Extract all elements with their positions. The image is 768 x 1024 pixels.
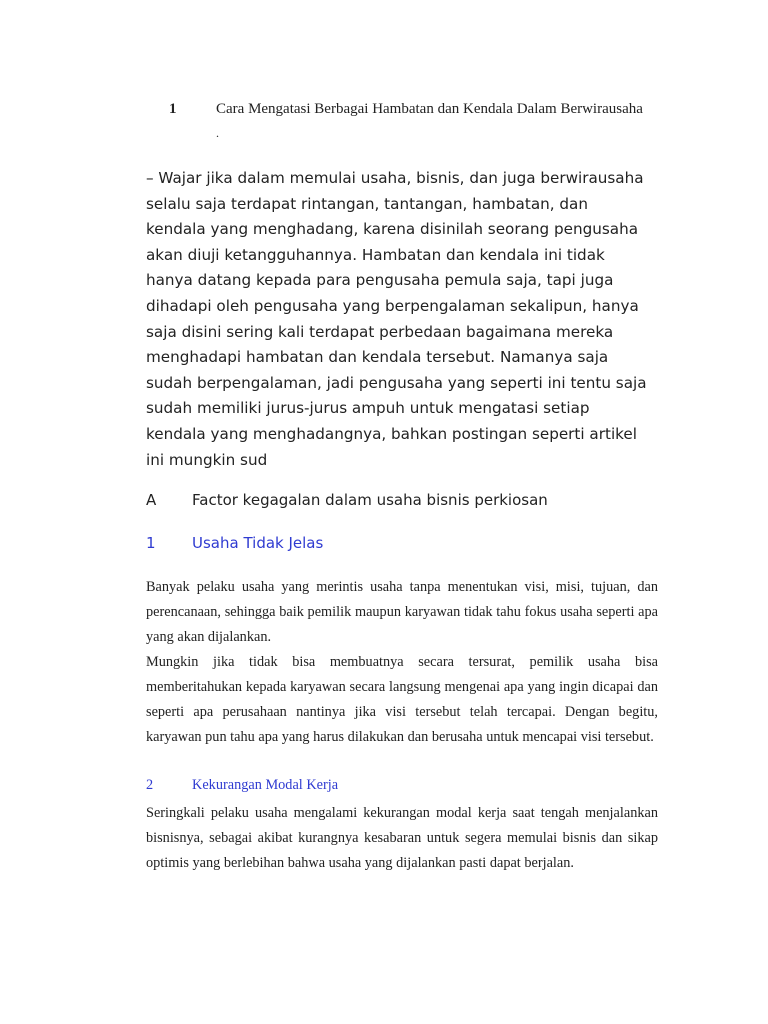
paragraph-3: Seringkali pelaku usaha mengalami kekurangan modal kerja saat tengah menjalankan bisnisnya, sebagai akibat kurangnya kesabaran untuk segera memulai bisnis dan sikap optimis yang berlebihan bahwa usaha yang dijalankan pasti dapat berjalan. bbox=[146, 805, 658, 872]
heading-title: Cara Mengatasi Berbagai Hambatan dan Kendala Dalam Berwirausaha bbox=[216, 101, 643, 117]
intro-line: ini mungkin sud bbox=[146, 450, 268, 469]
intro-line: kendala yang menghadang, karena disinilah seorang pengusaha bbox=[146, 220, 639, 239]
subsection-2-title: Kekurangan Modal Kerja bbox=[192, 777, 339, 793]
intro-line: kendala yang menghadangnya, bahkan postingan seperti artikel bbox=[146, 424, 637, 443]
paragraph-2: Mungkin jika tidak bisa membuatnya secara tersurat, pemilik usaha bisa memberitahukan kepada karyawan secara langsung mengenai apa yang ingin dicapai dan seperti apa perusahaan nantinya jika visi tersebut telah tercapai. Dengan begitu, karyawan pun tahu apa yang harus dilakukan dan berusaha untuk mencapai visi tersebut. bbox=[146, 654, 658, 746]
paragraph-1: Banyak pelaku usaha yang merintis usaha tanpa menentukan visi, misi, tujuan, dan perencanaan, sehingga baik pemilik maupun karyawan tidak tahu fokus usaha seperti apa yang akan dijalankan. bbox=[146, 579, 658, 646]
intro-paragraph bbox=[146, 166, 666, 473]
intro-line: hanya datang kepada para pengusaha pemula saja, tapi juga bbox=[146, 271, 614, 290]
intro-line: saja disini sering kali terdapat perbedaan bagaimana mereka bbox=[146, 322, 614, 341]
intro-line: selalu saja terdapat rintangan, tantangan, hambatan, dan bbox=[146, 194, 588, 213]
heading-dot: . bbox=[216, 126, 219, 140]
subsection-2-number: 2 bbox=[146, 777, 154, 793]
section-a-letter: A bbox=[146, 491, 157, 509]
intro-line: sudah berpengalaman, jadi pengusaha yang seperti ini tentu saja bbox=[146, 373, 647, 392]
intro-line: sudah memiliki jurus-jurus ampuh untuk mengatasi setiap bbox=[146, 399, 590, 418]
subsection-1-title: Usaha Tidak Jelas bbox=[192, 534, 324, 552]
intro-line: menghadapi hambatan dan kendala tersebut. Namanya saja bbox=[146, 348, 609, 367]
intro-line: dihadapi oleh pengusaha yang berpengalaman sekalipun, hanya bbox=[146, 296, 639, 315]
subsection-1-number: 1 bbox=[146, 534, 156, 552]
intro-line: – Wajar jika dalam memulai usaha, bisnis, dan juga berwirausaha bbox=[146, 169, 644, 187]
section-a-title: Factor kegagalan dalam usaha bisnis perkiosan bbox=[192, 491, 548, 509]
heading-number: 1 bbox=[169, 101, 177, 117]
intro-line: akan diuji ketangguhannya. Hambatan dan kendala ini tidak bbox=[146, 245, 605, 264]
